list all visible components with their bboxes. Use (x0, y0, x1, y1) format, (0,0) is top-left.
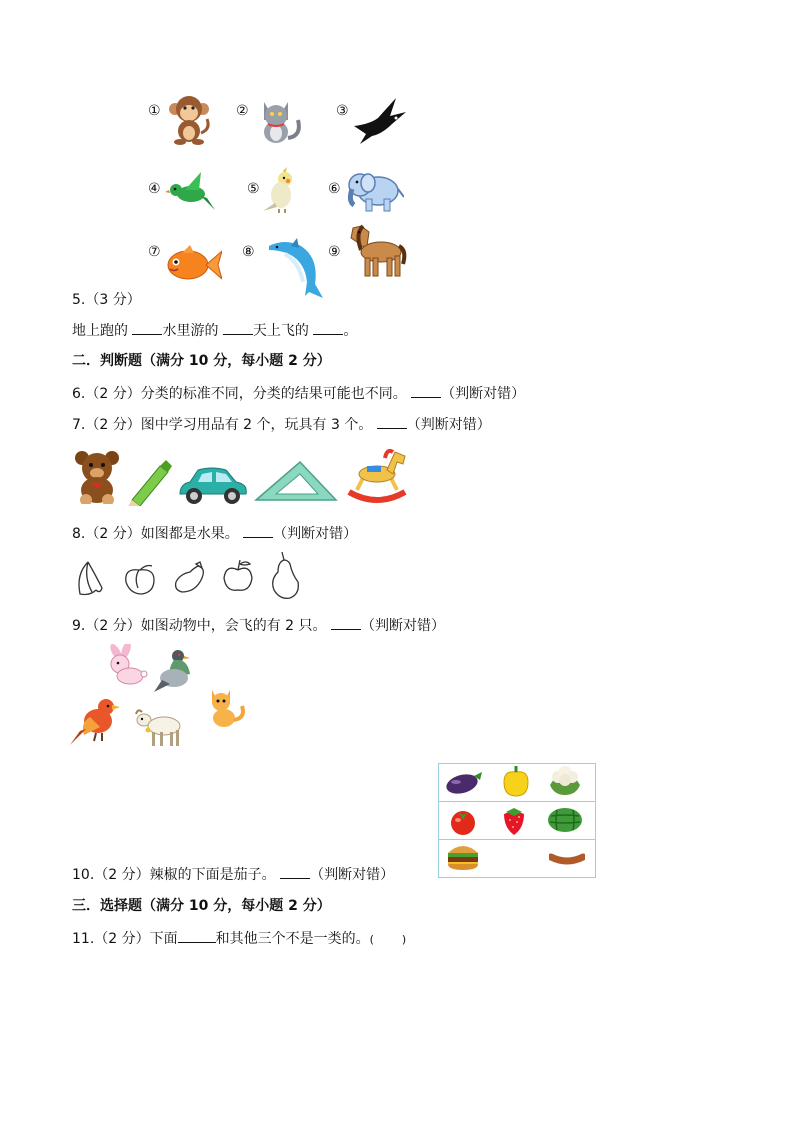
q11-paren: ( ) (369, 933, 407, 946)
dolphin-icon (265, 236, 327, 300)
q5-end: 。 (343, 323, 358, 339)
eggplant-icon (172, 560, 208, 596)
answer-blank-2[interactable] (223, 320, 253, 335)
q5-body (72, 320, 357, 341)
marker-2: ② (236, 103, 249, 119)
cauliflower-icon (548, 765, 582, 797)
q8-answer-blank[interactable] (243, 523, 273, 538)
section2-heading: 二．判断题（满分 10 分，每小题 2 分） (72, 353, 331, 369)
eggplant-icon (444, 768, 484, 796)
strawberry-icon (500, 804, 528, 836)
goat-icon (134, 708, 188, 748)
q5-text-a: 地上跑的 (72, 323, 133, 339)
goldfish-icon (164, 245, 222, 285)
q5-text-c: 天上飞的 (252, 323, 314, 339)
q6-text: 6.（2 分）分类的标准不同，分类的结果可能也不同。 (72, 386, 407, 402)
peach-icon (120, 562, 158, 596)
q7-answer-blank[interactable] (377, 414, 407, 429)
marker-5: ⑤ (247, 181, 260, 197)
tomato-icon (448, 806, 478, 836)
rabbit-icon (100, 644, 148, 686)
marker-7: ⑦ (148, 244, 161, 260)
crayon-icon (126, 460, 172, 506)
q10 (72, 864, 394, 885)
q7-tail: （判断对错） (406, 417, 491, 433)
pepper-icon (500, 766, 532, 798)
watermelon-icon (547, 806, 583, 834)
q7 (72, 414, 491, 435)
marker-9: ⑨ (328, 244, 341, 260)
q10-text: 10.（2 分）辣椒的下面是茄子。 (72, 867, 276, 883)
swallow-icon (352, 96, 408, 146)
answer-blank-1[interactable] (132, 320, 162, 335)
grid-divider (439, 839, 595, 840)
apple-icon (220, 558, 256, 596)
teddy-bear-icon (72, 450, 122, 504)
q5-text-b: 水里游的 (162, 323, 223, 339)
toy-car-icon (176, 466, 250, 506)
cockatiel-icon (261, 167, 301, 213)
q5-title: 5.（3 分） (72, 292, 141, 308)
red-bird-icon (70, 697, 120, 747)
banana-icon (72, 560, 106, 598)
q10-answer-blank[interactable] (280, 864, 310, 879)
q6 (72, 383, 525, 404)
horse-icon (347, 224, 407, 280)
hamburger-icon (446, 841, 480, 871)
grid-divider (439, 801, 595, 802)
q11-answer-blank[interactable] (178, 928, 216, 943)
q9-answer-blank[interactable] (331, 615, 361, 630)
elephant-icon (344, 167, 404, 213)
sausage-icon (549, 851, 585, 865)
marker-3: ③ (336, 103, 349, 119)
pigeon-icon (154, 648, 194, 694)
q11-text: 11.（2 分）下面 (72, 931, 178, 947)
set-square-icon (254, 460, 338, 502)
pear-icon (268, 552, 302, 600)
green-bird-icon (165, 170, 215, 214)
kitten-icon (206, 688, 246, 728)
q6-answer-blank[interactable] (411, 383, 441, 398)
q11-tail: 和其他三个不是一类的。 (215, 931, 370, 947)
marker-1: ① (148, 103, 161, 119)
q9-text: 9.（2 分）如图动物中，会飞的有 2 只。 (72, 618, 327, 634)
q7-text: 7.（2 分）图中学习用品有 2 个，玩具有 3 个。 (72, 417, 373, 433)
marker-6: ⑥ (328, 181, 341, 197)
q11 (72, 928, 406, 950)
rocking-horse-icon (347, 446, 409, 504)
marker-4: ④ (148, 181, 161, 197)
q10-tail: （判断对错） (310, 867, 395, 883)
q8 (72, 523, 357, 544)
q9 (72, 615, 445, 636)
q8-text: 8.（2 分）如图都是水果。 (72, 526, 239, 542)
marker-8: ⑧ (242, 244, 255, 260)
section3-heading: 三．选择题（满分 10 分，每小题 2 分） (72, 898, 331, 914)
monkey-icon (165, 93, 213, 145)
q6-tail: （判断对错） (441, 386, 526, 402)
cat-icon (254, 96, 304, 144)
q8-tail: （判断对错） (273, 526, 358, 542)
answer-blank-3[interactable] (313, 320, 343, 335)
q9-tail: （判断对错） (360, 618, 445, 634)
